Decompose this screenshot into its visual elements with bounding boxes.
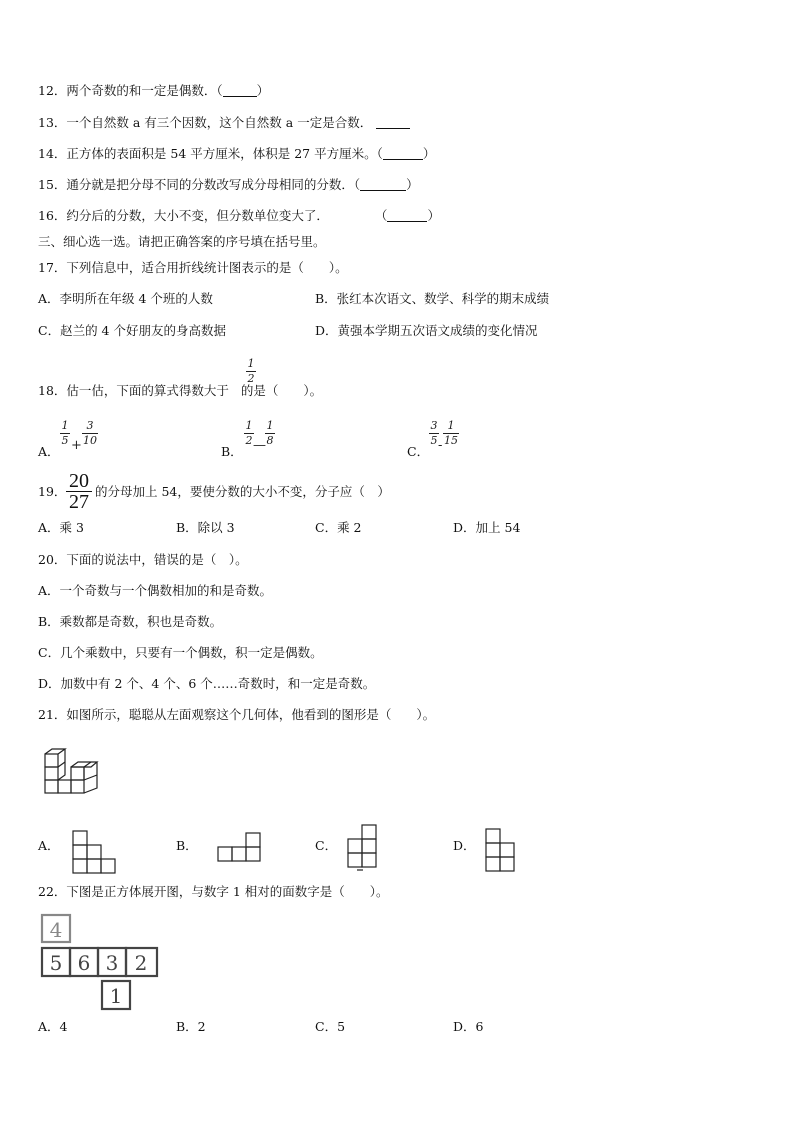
q21-option-a-figure <box>72 830 116 874</box>
q18-half-fraction: 1 2 <box>247 357 255 385</box>
question-17-stem: 17．下列信息中，适合用折线统计图表示的是（ ）。 <box>38 260 348 275</box>
question-22-stem: 22．下图是正方体展开图，与数字 1 相对的面数字是（ ）。 <box>38 884 389 899</box>
q21-option-c-figure <box>347 824 377 872</box>
q18-text-before: 18．估一估，下面的算式得数大于 <box>38 383 229 398</box>
q18-a-fraction-2: 3 10 <box>83 419 97 447</box>
q19-option-a[interactable]: A．乘 3 <box>38 520 84 535</box>
q17-option-b[interactable]: B．张红本次语文、数学、科学的期末成绩 <box>315 291 550 306</box>
q18-c-fraction-1: 3 5 <box>430 419 438 447</box>
question-20-stem: 20．下面的说法中，错误的是（ ）。 <box>38 552 248 567</box>
q19-option-b[interactable]: B．除以 3 <box>176 520 235 535</box>
q22-option-b[interactable]: B．2 <box>176 1019 206 1034</box>
q13-answer-blank[interactable] <box>376 116 410 129</box>
q19-number: 19． <box>38 484 67 499</box>
section-3-heading: 三、细心选一选。请把正确答案的序号填在括号里。 <box>38 234 326 249</box>
q18-c-operator: - <box>438 438 443 453</box>
q19-option-d[interactable]: D．加上 54 <box>453 520 521 535</box>
q21-option-d[interactable]: D． <box>453 838 476 853</box>
q19-fraction: 20 27 <box>66 471 92 512</box>
q13-text: 一个自然数 a 有三个因数，这个自然数 a 一定是合数． <box>66 115 373 130</box>
q20-option-b[interactable]: B．乘数都是奇数，积也是奇数。 <box>38 614 223 629</box>
q18-option-a-label[interactable]: A． <box>38 444 60 459</box>
q18-b-operator: — <box>253 438 266 453</box>
q21-solid-figure <box>44 748 104 798</box>
q20-option-a[interactable]: A．一个奇数与一个偶数相加的和是奇数。 <box>38 583 273 598</box>
q14-answer-blank[interactable] <box>383 147 423 160</box>
net-face-5: 5 <box>49 951 63 975</box>
q17-option-a[interactable]: A．李明所在年级 4 个班的人数 <box>38 291 213 306</box>
q15-close: ） <box>406 177 419 192</box>
q18-a-operator: + <box>71 438 82 453</box>
q12-number: 12． <box>38 83 67 98</box>
q22-option-c[interactable]: C．5 <box>315 1019 346 1034</box>
q12-answer-blank[interactable] <box>223 84 257 97</box>
q12-text: 两个奇数的和一定是偶数．（ <box>66 83 223 98</box>
net-face-1: 1 <box>109 984 123 1008</box>
q21-option-d-figure <box>485 828 515 872</box>
q18-a-fraction-1: 1 5 <box>61 419 69 447</box>
question-18-stem <box>38 383 322 399</box>
net-face-4: 4 <box>49 918 63 942</box>
q22-cube-net <box>40 913 160 1011</box>
q15-number: 15． <box>38 177 67 192</box>
question-14 <box>38 146 435 162</box>
q19-text: 的分母加上 54，要使分数的大小不变，分子应（ ） <box>95 484 390 499</box>
q14-number: 14． <box>38 146 67 161</box>
q13-number: 13． <box>38 115 67 130</box>
q16-number: 16． <box>38 208 67 223</box>
q16-answer-blank[interactable] <box>387 209 427 222</box>
q18-c-fraction-2: 1 15 <box>444 419 458 447</box>
q20-option-d[interactable]: D．加数中有 2 个、4 个、6 个……奇数时，和一定是奇数。 <box>38 676 376 691</box>
q15-answer-blank[interactable] <box>360 178 406 191</box>
q22-option-a[interactable]: A．4 <box>38 1019 68 1034</box>
question-15 <box>38 177 419 193</box>
question-12 <box>38 83 269 99</box>
q18-text-after: 的是（ ）。 <box>240 383 323 398</box>
net-face-3: 3 <box>105 951 119 975</box>
q21-option-c[interactable]: C． <box>315 838 338 853</box>
q16-close: ） <box>427 208 440 223</box>
q14-text: 正方体的表面积是 54 平方厘米，体积是 27 平方厘米。（ <box>66 146 383 161</box>
q14-close: ） <box>422 146 436 161</box>
q16-text: 约分后的分数，大小不变，但分数单位变大了． <box>66 208 329 223</box>
q18-b-fraction-1: 1 2 <box>245 419 253 447</box>
q16-open: （ <box>374 208 388 223</box>
q17-option-d[interactable]: D．黄强本学期五次语文成绩的变化情况 <box>315 323 538 338</box>
question-16 <box>38 208 440 224</box>
q12-close: ） <box>256 83 270 98</box>
question-13 <box>38 115 410 131</box>
q18-option-c-label[interactable]: C． <box>407 444 430 459</box>
q20-option-c[interactable]: C．几个乘数中，只要有一个偶数，积一定是偶数。 <box>38 645 323 660</box>
q18-b-fraction-2: 1 8 <box>266 419 274 447</box>
q21-option-a[interactable]: A． <box>38 838 60 853</box>
q22-option-d[interactable]: D．6 <box>453 1019 484 1034</box>
q15-text: 通分就是把分母不同的分数改写成分母相同的分数．（ <box>66 177 361 192</box>
question-21-stem: 21．如图所示，聪聪从左面观察这个几何体，他看到的图形是（ ）。 <box>38 707 436 722</box>
q17-option-c[interactable]: C．赵兰的 4 个好朋友的身高数据 <box>38 323 226 338</box>
q21-option-b-figure <box>217 832 261 862</box>
q21-option-b[interactable]: B． <box>176 838 198 853</box>
net-face-2: 2 <box>134 951 148 975</box>
q18-option-b-label[interactable]: B． <box>221 444 243 459</box>
net-face-6: 6 <box>77 951 91 975</box>
q19-option-c[interactable]: C．乘 2 <box>315 520 362 535</box>
